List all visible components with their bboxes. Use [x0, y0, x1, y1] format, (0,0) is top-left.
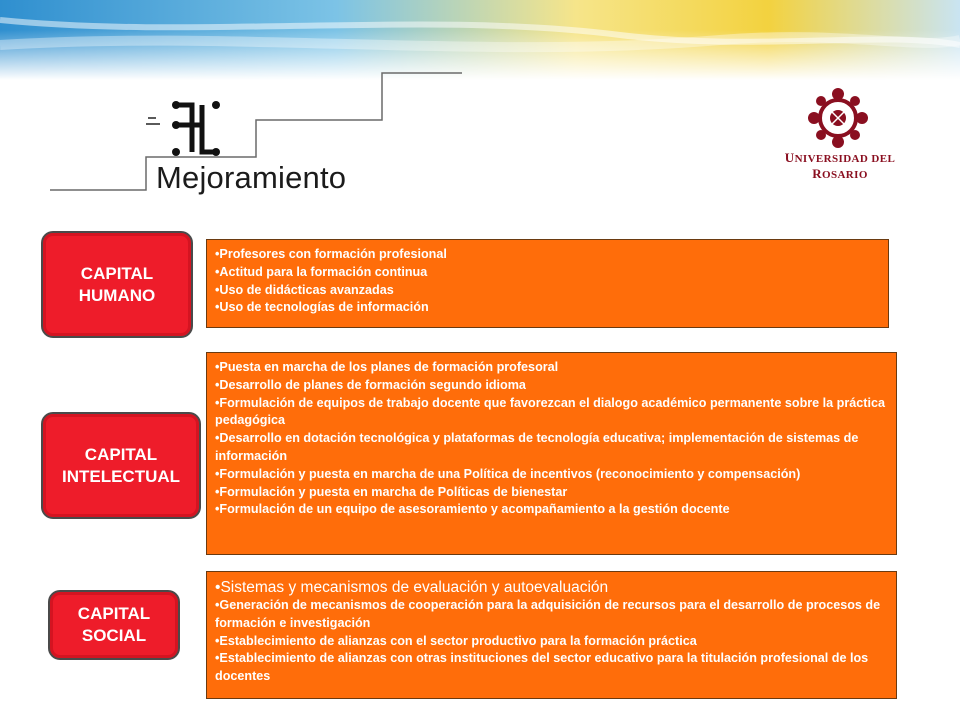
- univ-name-part2: OSARIO: [821, 169, 868, 181]
- capital-label-line1: CAPITAL: [77, 604, 151, 623]
- capital-social-box: [206, 571, 897, 699]
- university-crest-icon: [806, 86, 870, 150]
- univ-initial-u: U: [784, 150, 795, 165]
- univ-name-part1: NIVERSIDAD DEL: [794, 153, 896, 165]
- list-item: • Formulación de un equipo de asesoramiento y acompañamiento a la gestión docente: [215, 501, 888, 519]
- capital-label-line2: SOCIAL: [81, 626, 147, 645]
- capital-intelectual-list: [215, 359, 888, 519]
- list-item: • Desarrollo en dotación tecnológica y plataformas de tecnología educativa; implementación de sistemas de información: [215, 430, 888, 466]
- list-item-lead: • Sistemas y mecanismos de evaluación y autoevaluación: [215, 578, 888, 597]
- capital-humano-list: [215, 246, 880, 317]
- list-item: • Desarrollo de planes de formación segundo idioma: [215, 377, 888, 395]
- capital-social-list: [215, 578, 888, 686]
- list-item: • Establecimiento de alianzas con otras instituciones del sector educativo para la titulación profesional de los docentes: [215, 650, 888, 686]
- list-item: • Uso de didácticas avanzadas: [215, 282, 880, 300]
- list-item: • Profesores con formación profesional: [215, 246, 880, 264]
- list-item: • Puesta en marcha de los planes de formación profesoral: [215, 359, 888, 377]
- capital-label-line1: CAPITAL: [80, 263, 154, 283]
- capital-label-line2: HUMANO: [78, 285, 156, 305]
- page-title: Mejoramiento: [156, 160, 347, 195]
- university-name: [780, 150, 900, 182]
- capital-humano-label: [41, 231, 193, 338]
- list-item: • Formulación de equipos de trabajo docente que favorezcan el dialogo académico permanente sobre la práctica pedagógica: [215, 395, 888, 431]
- univ-initial-r: R: [812, 166, 822, 181]
- capital-label-line1: CAPITAL: [84, 444, 158, 464]
- capital-intelectual-label: [41, 412, 201, 519]
- capital-social-label: [48, 590, 180, 660]
- list-item: • Establecimiento de alianzas con el sector productivo para la formación práctica: [215, 633, 888, 651]
- list-item: • Generación de mecanismos de cooperación para la adquisición de recursos para el desarrollo de procesos de formación e investigación: [215, 597, 888, 633]
- capital-intelectual-box: [206, 352, 897, 555]
- stair-h-logo-icon: [140, 98, 230, 160]
- capital-label-line2: INTELECTUAL: [61, 466, 181, 486]
- list-item: • Actitud para la formación continua: [215, 264, 880, 282]
- list-item: • Uso de tecnologías de información: [215, 299, 880, 317]
- list-item: • Formulación y puesta en marcha de Políticas de bienestar: [215, 484, 888, 502]
- capital-humano-box: [206, 239, 889, 328]
- list-item: • Formulación y puesta en marcha de una Política de incentivos (reconocimiento y compensación): [215, 466, 888, 484]
